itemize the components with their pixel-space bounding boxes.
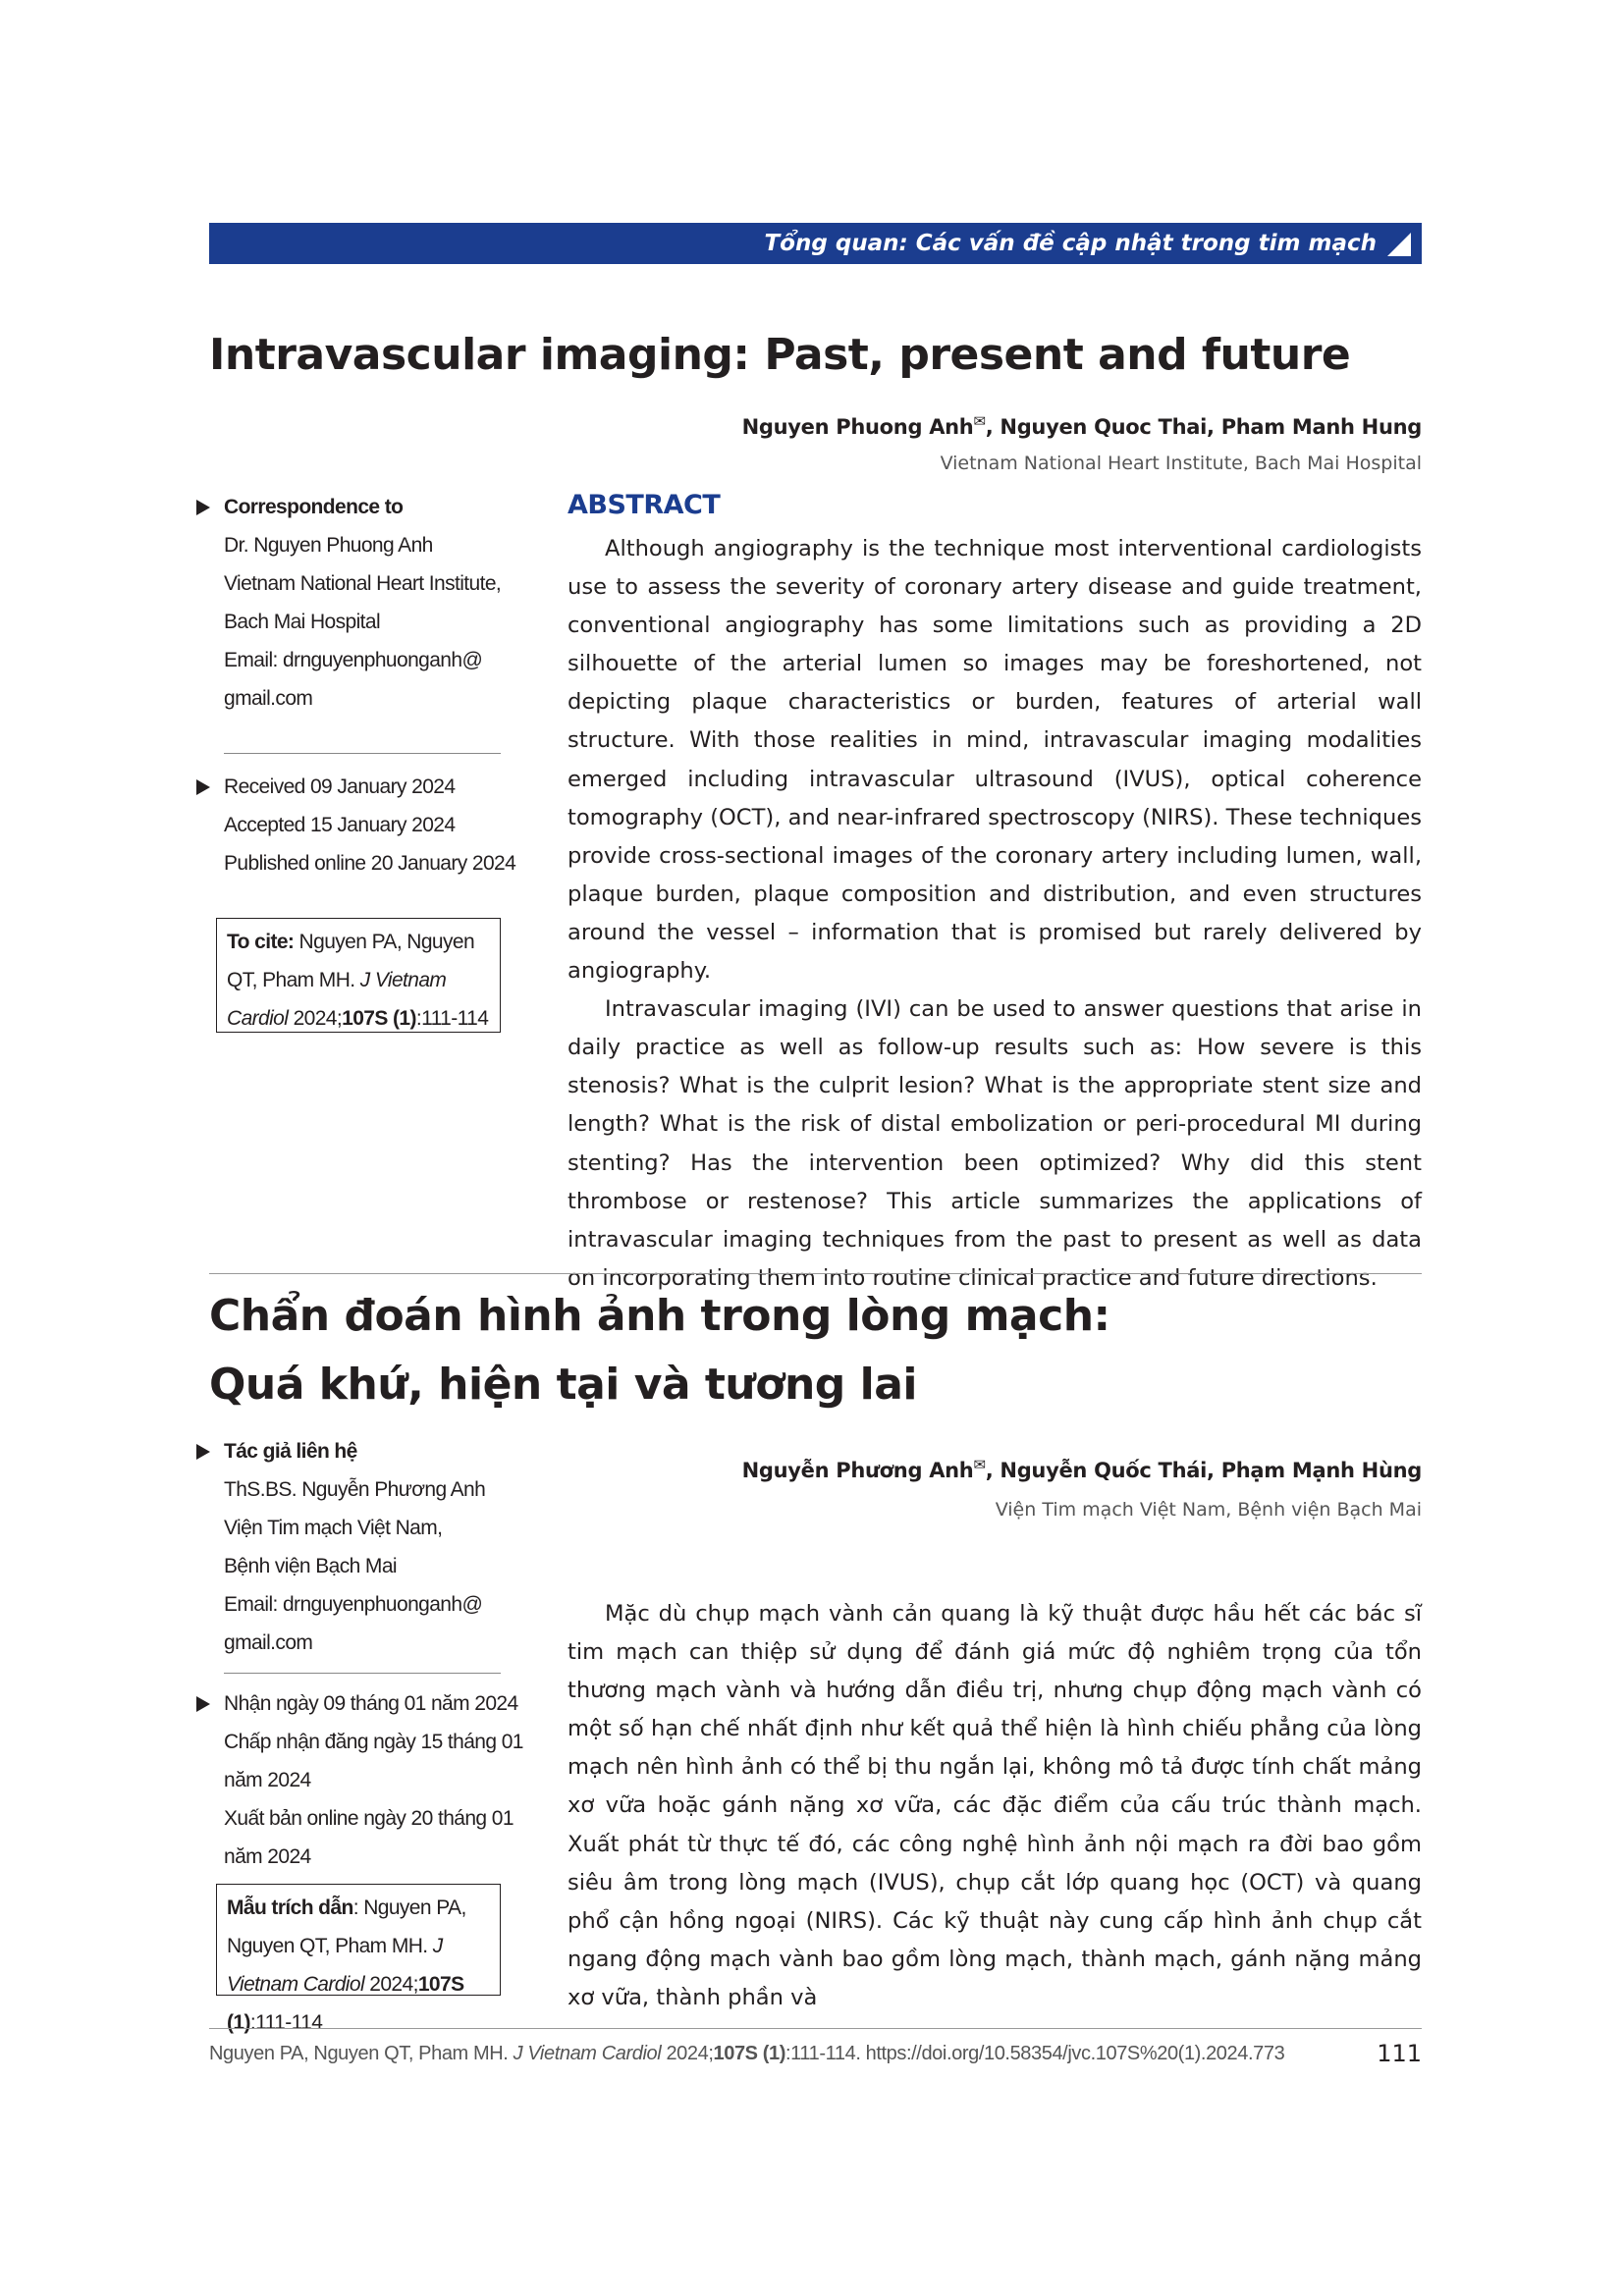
triangle-right-icon bbox=[196, 779, 210, 795]
date-received: Received 09 January 2024 bbox=[224, 775, 456, 798]
cite-label: Mẫu trích dẫn bbox=[227, 1896, 353, 1919]
article-title-english: Intravascular imaging: Past, present and future bbox=[209, 330, 1351, 380]
correspondence-english bbox=[224, 488, 501, 718]
cite-box-vietnamese bbox=[216, 1884, 501, 2034]
triangle-right-icon bbox=[196, 500, 210, 515]
sidebar-divider bbox=[224, 1673, 501, 1674]
correspondence-line: Viện Tim mạch Việt Nam, bbox=[224, 1517, 443, 1539]
date-accepted-year: năm 2024 bbox=[224, 1769, 311, 1791]
abstract-paragraph: Mặc dù chụp mạch vành cản quang là kỹ thuật được hầu hết các bác sĩ tim mạch can thiệp sử dụng để đánh giá mức độ nghiêm trọng của tổn thương mạch vành và hướng dẫn điều trị, nhưng chụp động mạch vành có một số hạn chế nhất định như kết quả thể hiện là hình chiếu phẳng của lòng mạch nên hình ảnh có thể bị thu ngắn lại, không mô tả được tính chất mảng xơ vữa hoặc gánh nặng xơ vữa, các đặc điểm của cấu trúc thành mạch. Xuất phát từ thực tế đó, các công nghệ hình ảnh nội mạch ra đời bao gồm siêu âm trong lòng mạch (IVUS), chụp cắt lớp quang học (OCT) và quang phổ cận hồng ngoại (NIRS). Các kỹ thuật này cung cấp hình ảnh chụp cắt ngang động mạch vành bao gồm lòng mạch, thành mạch, gánh nặng mảng xơ vữa, thành phần và bbox=[568, 1601, 1422, 2010]
cite-volume: 107S (1) bbox=[227, 1973, 464, 2034]
cite-box-english bbox=[216, 918, 501, 1033]
correspondence-line: Dr. Nguyen Phuong Anh bbox=[224, 534, 433, 557]
date-accepted: Chấp nhận đăng ngày 15 tháng 01 bbox=[224, 1731, 523, 1753]
envelope-icon: ✉ bbox=[973, 1456, 986, 1473]
abstract-vietnamese bbox=[568, 1595, 1422, 2017]
corner-triangle-icon bbox=[1387, 233, 1411, 256]
correspondence-line: Bach Mai Hospital bbox=[224, 611, 381, 633]
title-line: Chẩn đoán hình ảnh trong lòng mạch: bbox=[209, 1291, 1110, 1341]
correspondence-email[interactable]: gmail.com bbox=[224, 687, 313, 710]
abstract-heading: ABSTRACT bbox=[568, 490, 721, 520]
author-first: Nguyễn Phương Anh bbox=[741, 1459, 974, 1482]
date-published: Xuất bản online ngày 20 tháng 01 bbox=[224, 1807, 514, 1830]
correspondence-email[interactable]: gmail.com bbox=[224, 1631, 313, 1654]
footer-citation bbox=[209, 2043, 1284, 2065]
page-number: 111 bbox=[1377, 2040, 1422, 2067]
author-first: Nguyen Phuong Anh bbox=[741, 415, 974, 439]
authors-vietnamese bbox=[742, 1456, 1422, 1482]
footer-divider bbox=[209, 2028, 1422, 2029]
correspondence-email[interactable]: Email: drnguyenphuonganh@ bbox=[224, 1593, 483, 1616]
triangle-right-icon bbox=[196, 1444, 210, 1460]
footer-volume: 107S (1) bbox=[713, 2043, 786, 2064]
section-divider bbox=[209, 1273, 1422, 1274]
affiliation-vietnamese: Viện Tim mạch Việt Nam, Bệnh viện Bạch Mai bbox=[995, 1499, 1422, 1521]
author-rest: , Nguyễn Quốc Thái, Phạm Mạnh Hùng bbox=[985, 1459, 1422, 1482]
correspondence-line: ThS.BS. Nguyễn Phương Anh bbox=[224, 1478, 486, 1501]
cite-authors: Nguyen PA, Nguyen QT, Pham MH. bbox=[227, 931, 475, 991]
date-published-year: năm 2024 bbox=[224, 1845, 311, 1868]
article-title-vietnamese bbox=[209, 1282, 1110, 1419]
envelope-icon: ✉ bbox=[973, 412, 986, 430]
cite-volume: 107S (1) bbox=[342, 1007, 416, 1030]
correspondence-vietnamese bbox=[224, 1432, 501, 1662]
author-rest: , Nguyen Quoc Thai, Pham Manh Hung bbox=[985, 415, 1422, 439]
cite-pages: :111-114 bbox=[249, 2011, 323, 2034]
title-line: Quá khứ, hiện tại và tương lai bbox=[209, 1360, 917, 1410]
correspondence-email[interactable]: Email: drnguyenphuonganh@ bbox=[224, 649, 483, 671]
correspondence-line: Bệnh viện Bạch Mai bbox=[224, 1555, 397, 1577]
cite-journal: J Vietnam Cardiol bbox=[227, 969, 447, 1030]
cite-year: 2024; bbox=[288, 1007, 343, 1030]
banner-text: Tổng quan: Các vấn đề cập nhật trong tim mạch bbox=[764, 231, 1377, 256]
section-banner bbox=[209, 223, 1422, 264]
cite-year: 2024; bbox=[364, 1973, 418, 1996]
abstract-paragraph: Intravascular imaging (IVI) can be used to answer questions that arise in daily practice as well as follow-up results such as: How severe is this stenosis? What is the culprit lesion? What is the appropriate stent size and length? What is the risk of distal embolization or peri-procedural MI during stenting? Has the intervention been optimized? Why did this stent thrombose or restenose? This article summarizes the applications of intravascular imaging techniques from the past to present as well as data on incorporating them into routine clinical practice and future directions. bbox=[568, 996, 1422, 1291]
date-received: Nhận ngày 09 tháng 01 năm 2024 bbox=[224, 1692, 518, 1715]
dates-english bbox=[224, 768, 516, 882]
abstract-paragraph: Although angiography is the technique most interventional cardiologists use to assess the severity of coronary artery disease and guide treatment, conventional angiography has some limitations such as providing a 2D silhouette of the arterial lumen so images may be foreshortened, not depicting plaque characteristics or burden, features of arterial wall structure. With those realities in mind, intravascular imaging modalities emerged including intravascular ultrasound (IVUS), optical coherence tomography (OCT), and near-infrared spectroscopy (NIRS). These techniques provide cross-sectional images of the coronary artery including lumen, wall, plaque burden, plaque composition and distribution, and even structures around the vessel – information that is promised but rarely delivered by angiography. bbox=[568, 536, 1422, 985]
footer-year: 2024; bbox=[661, 2043, 714, 2064]
cite-journal: J Vietnam Cardiol bbox=[227, 1935, 443, 1996]
dates-vietnamese bbox=[224, 1684, 523, 1876]
date-accepted: Accepted 15 January 2024 bbox=[224, 814, 456, 836]
affiliation-english: Vietnam National Heart Institute, Bach Mai Hospital bbox=[940, 453, 1422, 474]
correspondence-heading: Tác giả liên hệ bbox=[224, 1440, 357, 1463]
triangle-right-icon bbox=[196, 1696, 210, 1712]
sidebar-divider bbox=[224, 753, 501, 754]
abstract-english bbox=[568, 530, 1422, 1298]
cite-authors: : Nguyen PA, Nguyen QT, Pham MH. bbox=[227, 1896, 466, 1957]
footer-doi-link[interactable]: :111-114. https://doi.org/10.58354/jvc.107S%20(1).2024.773 bbox=[785, 2043, 1285, 2064]
date-published: Published online 20 January 2024 bbox=[224, 852, 516, 875]
footer-authors: Nguyen PA, Nguyen QT, Pham MH. bbox=[209, 2043, 514, 2064]
cite-pages: :111-114 bbox=[415, 1007, 489, 1030]
correspondence-line: Vietnam National Heart Institute, bbox=[224, 572, 502, 595]
authors-english bbox=[742, 412, 1422, 439]
footer-journal: J Vietnam Cardiol bbox=[513, 2043, 662, 2064]
correspondence-heading: Correspondence to bbox=[224, 496, 404, 518]
cite-label: To cite: bbox=[227, 931, 295, 953]
